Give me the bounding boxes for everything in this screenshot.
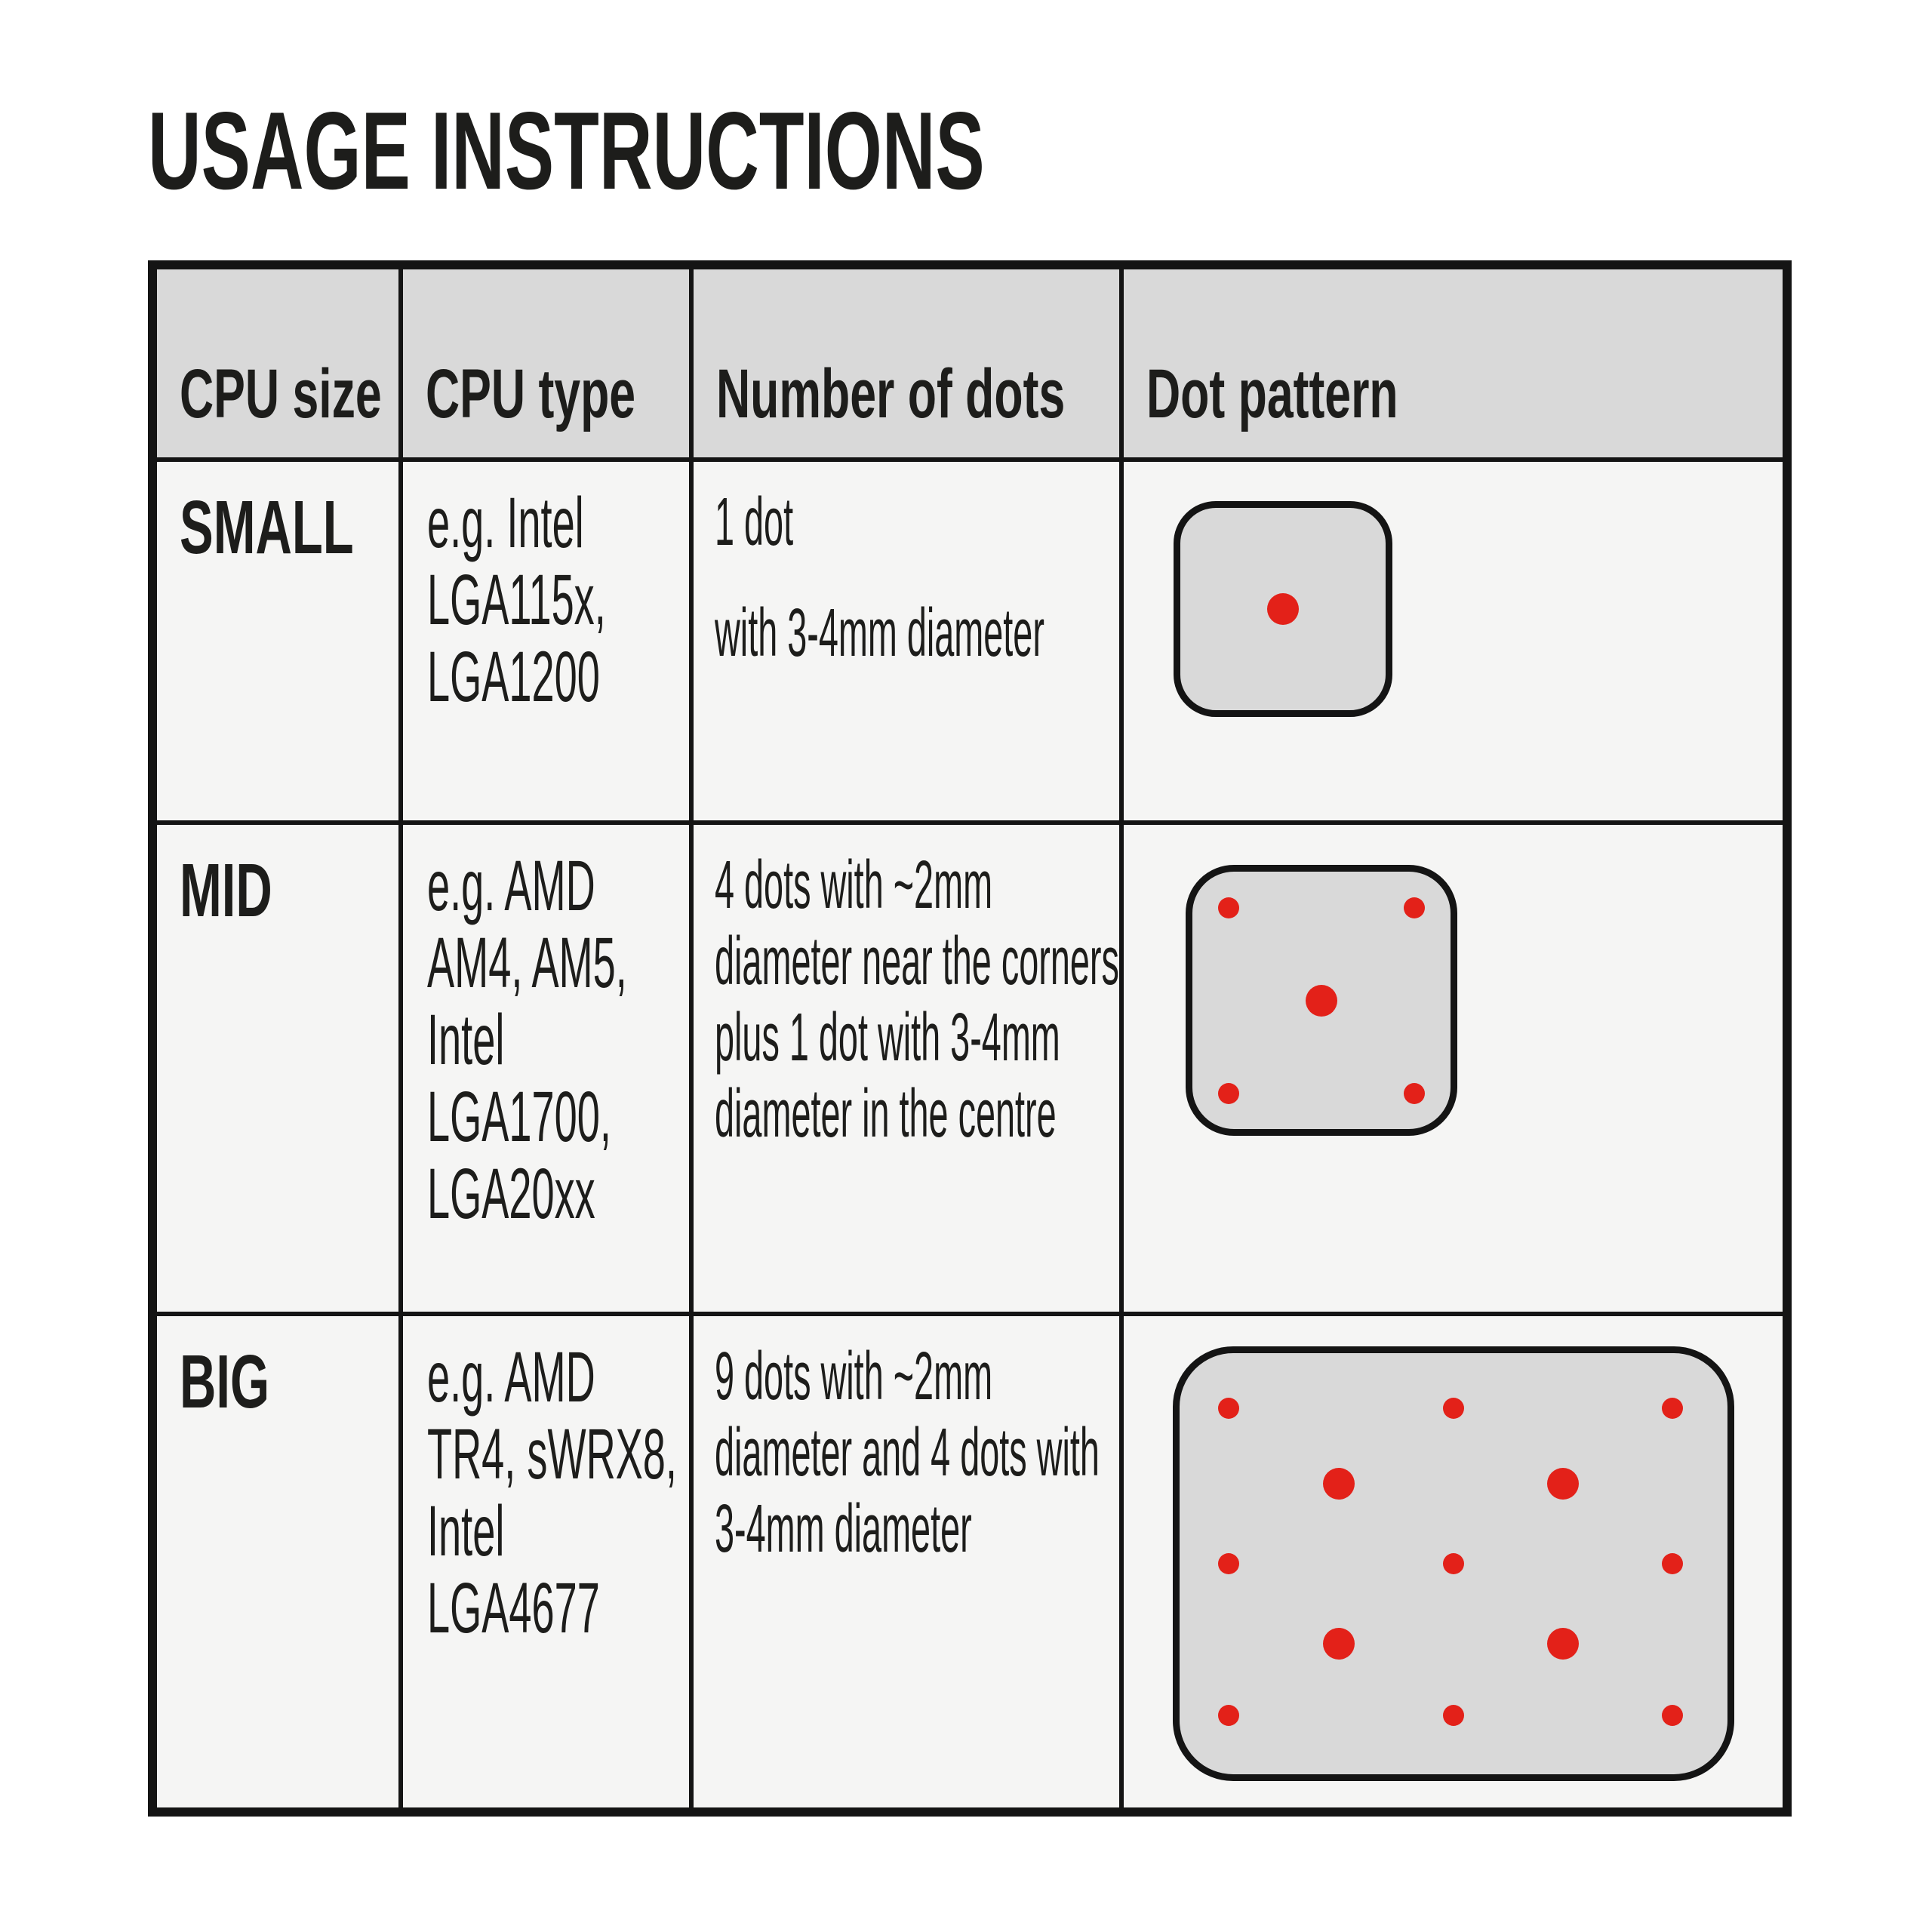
col-header-cpu-size-label: CPU size bbox=[180, 355, 382, 432]
text-line-content: Intel bbox=[427, 1000, 505, 1081]
cpu-outline-big bbox=[1173, 1346, 1734, 1781]
text-line-content: LGA4677 bbox=[427, 1568, 601, 1649]
col-header-dot-pattern bbox=[1124, 269, 1783, 457]
text-line bbox=[715, 1000, 1120, 1076]
text-line-content: diameter near the corners bbox=[714, 924, 1119, 1000]
text-line bbox=[427, 561, 688, 638]
red-dot-small bbox=[1443, 1398, 1464, 1419]
cell-mid-size bbox=[157, 825, 398, 1312]
cell-big-size bbox=[157, 1316, 398, 1807]
text-line-content: LGA20xx bbox=[427, 1154, 595, 1235]
cell-small-size bbox=[157, 462, 398, 820]
red-dot-small bbox=[1404, 1083, 1425, 1104]
text-line-content: plus 1 dot with 3-4mm bbox=[714, 1000, 1060, 1076]
red-dot-large bbox=[1323, 1468, 1355, 1500]
text-line bbox=[427, 923, 688, 1004]
text-line bbox=[715, 1076, 1120, 1152]
red-dot-small bbox=[1218, 1705, 1239, 1726]
row-small-label: SMALL bbox=[180, 485, 354, 570]
text-line bbox=[427, 1154, 688, 1235]
text-line-content: LGA1700, bbox=[427, 1077, 612, 1158]
text-line bbox=[715, 595, 1120, 672]
text-line-content: AM4, AM5, bbox=[427, 923, 628, 1004]
text-line bbox=[715, 1339, 1120, 1415]
cpu-outline-mid bbox=[1186, 865, 1457, 1136]
cpu-usage-table bbox=[148, 260, 1792, 1817]
row-mid-label: MID bbox=[180, 848, 272, 934]
red-dot-small bbox=[1404, 897, 1425, 918]
page-title bbox=[148, 89, 1397, 212]
text-line bbox=[715, 485, 1120, 561]
text-line-content: 1 dot bbox=[714, 484, 793, 560]
red-dot-large bbox=[1267, 593, 1299, 625]
cell-big-cpu-type bbox=[403, 1316, 688, 1807]
text-line bbox=[427, 1416, 688, 1493]
text-line bbox=[715, 924, 1120, 1000]
cell-small-cpu-type bbox=[403, 462, 688, 820]
text-line bbox=[715, 1491, 1120, 1567]
red-dot-small bbox=[1443, 1705, 1464, 1726]
red-dot-small bbox=[1443, 1553, 1464, 1574]
text-line bbox=[427, 1000, 688, 1081]
col-header-number-of-dots bbox=[694, 269, 1120, 457]
text-line-content: diameter in the centre bbox=[714, 1076, 1057, 1152]
text-line-content: e.g. AMD bbox=[427, 846, 595, 927]
cell-mid-cpu-type bbox=[403, 825, 688, 1312]
red-dot-large bbox=[1323, 1628, 1355, 1660]
col-header-cpu-type bbox=[403, 269, 688, 457]
text-line-content: TR4, sWRX8, bbox=[427, 1414, 678, 1495]
text-line-content: LGA1200 bbox=[427, 636, 601, 717]
cell-small-dot-pattern bbox=[1124, 462, 1783, 820]
text-line bbox=[427, 846, 688, 927]
red-dot-small bbox=[1218, 897, 1239, 918]
cell-small-number-of-dots bbox=[694, 462, 1120, 820]
text-line-content: 3-4mm diameter bbox=[714, 1491, 972, 1567]
cell-big-dot-pattern bbox=[1124, 1316, 1783, 1807]
page-title-text: USAGE INSTRUCTIONS bbox=[148, 89, 985, 212]
text-line-content: diameter and 4 dots with bbox=[714, 1415, 1100, 1491]
text-line bbox=[715, 1415, 1120, 1491]
col-header-cpu-size bbox=[157, 269, 398, 457]
col-header-dot-pattern-label: Dot pattern bbox=[1146, 355, 1398, 432]
red-dot-large bbox=[1547, 1628, 1579, 1660]
cell-mid-dot-pattern bbox=[1124, 825, 1783, 1312]
text-line-content: 4 dots with ~2mm bbox=[714, 848, 992, 924]
text-line-content: e.g. Intel bbox=[427, 482, 584, 563]
red-dot-small bbox=[1662, 1705, 1683, 1726]
text-line-content: LGA115x, bbox=[427, 559, 606, 640]
text-line bbox=[427, 1570, 688, 1647]
cell-big-number-of-dots bbox=[694, 1316, 1120, 1807]
text-line-content: 9 dots with ~2mm bbox=[714, 1339, 992, 1415]
text-line bbox=[427, 1493, 688, 1570]
text-line bbox=[427, 482, 688, 563]
red-dot-small bbox=[1218, 1553, 1239, 1574]
cell-mid-number-of-dots bbox=[694, 825, 1120, 1312]
red-dot-small bbox=[1218, 1398, 1239, 1419]
text-line bbox=[427, 638, 688, 715]
row-big-label: BIG bbox=[180, 1340, 270, 1425]
red-dot-small bbox=[1218, 1083, 1239, 1104]
red-dot-large bbox=[1547, 1468, 1579, 1500]
text-line-content: with 3-4mm diameter bbox=[714, 595, 1044, 671]
cpu-outline-small bbox=[1174, 501, 1392, 717]
text-line bbox=[427, 1077, 688, 1158]
text-line bbox=[715, 848, 1120, 924]
text-line bbox=[427, 1339, 688, 1416]
red-dot-large bbox=[1306, 985, 1337, 1017]
red-dot-small bbox=[1662, 1398, 1683, 1419]
text-line-content: Intel bbox=[427, 1491, 505, 1572]
col-header-number-of-dots-label: Number of dots bbox=[715, 355, 1065, 432]
col-header-cpu-type-label: CPU type bbox=[426, 355, 636, 432]
red-dot-small bbox=[1662, 1553, 1683, 1574]
text-line-content: e.g. AMD bbox=[427, 1337, 595, 1418]
